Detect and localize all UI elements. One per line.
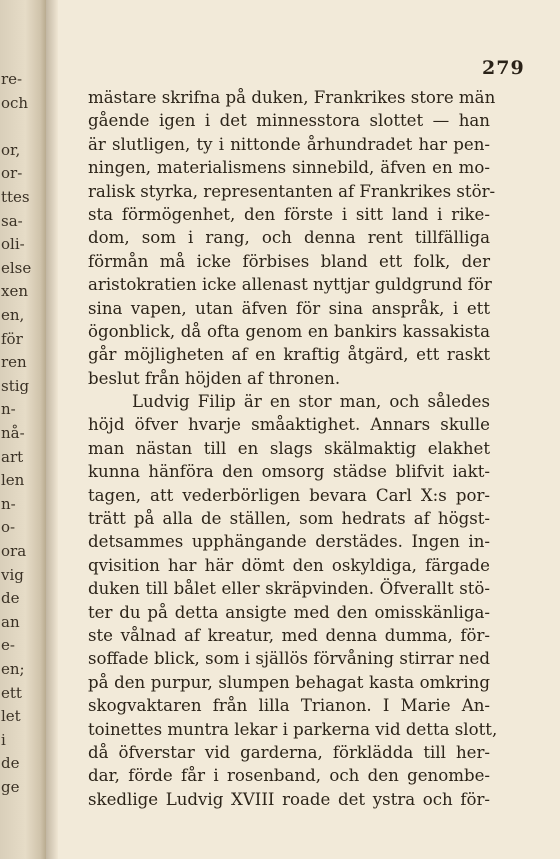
text-line: sta förmögenhet, den förste i sitt land i rike- (88, 204, 490, 224)
previous-page-fragment: och (1, 93, 29, 112)
previous-page-fragment: len (1, 471, 25, 490)
text-line: dar, förde får i rosenband, och den genombe- (88, 766, 490, 786)
previous-page-fragment: de (1, 589, 20, 608)
page-number: 279 (482, 57, 525, 79)
text-line: ste vålnad af kreatur, med denna dumma, för- (88, 625, 490, 645)
text-line: är slutligen, ty i nittonde århundradet har pen- (88, 134, 490, 154)
previous-page-fragment: o- (1, 518, 16, 537)
text-line: dom, som i rang, och denna rent tillfälliga (88, 228, 490, 248)
previous-page-fragment: re- (1, 70, 23, 88)
body-text (88, 86, 498, 811)
previous-page-fragment: or- (1, 164, 23, 183)
previous-page-fragment: sa- (1, 211, 23, 230)
previous-page-fragment (1, 115, 45, 137)
text-line: skedlige Ludvig XVIII roade det ystra och för- (88, 789, 490, 809)
previous-page-fragment: nå- (1, 424, 25, 442)
text-line: ter du på detta ansigte med den omisskänliga- (88, 602, 490, 622)
text-line: trätt på alla de ställen, som hedrats af högst- (88, 509, 490, 529)
text-line: på den purpur, slumpen behagat kasta omkring (88, 672, 490, 692)
previous-page-fragment: an (1, 612, 20, 631)
text-line: kunna hänföra den omsorg städse blifvit iakt- (88, 462, 490, 482)
text-line: qvisition har här dömt den oskyldiga, färgade (88, 555, 490, 575)
previous-page-fragment: n- (1, 400, 16, 419)
previous-page-fragment: en; (1, 660, 25, 678)
text-line: aristokratien icke allenast nyttjar guldgrund för (88, 275, 492, 295)
text-line: ningen, materialismens sinnebild, äfven en mo- (88, 158, 490, 178)
text-line: toinettes muntra lekar i parkerna vid detta slott, (88, 719, 498, 739)
previous-page-fragment: xen (1, 282, 28, 301)
previous-page-fragment: else (1, 258, 32, 277)
text-line: beslut från höjden af thronen. (88, 368, 341, 388)
text-line: duken till bålet eller skräpvinden. Öfverallt stö- (88, 579, 490, 599)
text-line: ögonblick, då ofta genom en bankirs kassakista (88, 321, 490, 341)
previous-page-fragment: e- (1, 636, 15, 655)
previous-page-fragment: för (1, 329, 23, 348)
previous-page-fragment: i (1, 730, 6, 749)
previous-page-fragment: vig (1, 565, 24, 584)
text-line: mästare skrifna på duken, Frankrikes store män (88, 88, 496, 107)
previous-page-edge (0, 0, 46, 859)
previous-page-fragment: ren (1, 353, 27, 372)
previous-page-fragment: en, (1, 306, 25, 324)
previous-page-fragment: oli- (1, 235, 25, 254)
previous-page-fragment: or, (1, 140, 21, 159)
text-line: sina vapen, utan äfven för sina anspråk, i ett (88, 298, 490, 318)
text-line: soffade blick, som i själlös förvåning stirrar ned (88, 649, 490, 669)
previous-page-fragment: let (1, 707, 21, 726)
text-line: tagen, att vederbörligen bevara Carl X:s por- (88, 485, 490, 505)
text-line: ralisk styrka, representanten af Frankrikes stör- (88, 181, 496, 201)
text-line: går möjligheten af en kraftig åtgärd, ett raskt (88, 345, 490, 365)
text-line: skogvaktaren från lilla Trianon. I Marie An- (88, 696, 490, 716)
book-page (58, 0, 560, 859)
previous-page-fragment: de (1, 754, 20, 773)
text-line: förmån må icke förbises bland ett folk, der (88, 251, 490, 271)
previous-page-fragment: art (1, 447, 24, 466)
previous-page-fragment: ett (1, 683, 22, 702)
previous-page-fragment: n- (1, 494, 16, 513)
text-line: Ludvig Filip är en stor man, och således (132, 392, 490, 412)
previous-page-fragment: ttes (1, 188, 30, 206)
text-line: gående igen i det minnesstora slottet — han (88, 111, 490, 131)
previous-page-fragment: ge (1, 778, 20, 796)
text-line: man nästan till en slags skälmaktig elakhet (88, 438, 490, 458)
text-line: höjd öfver hvarje småaktighet. Annars skulle (88, 415, 490, 435)
previous-page-fragment: ora (1, 542, 27, 560)
book-gutter (46, 0, 58, 859)
previous-page-fragment: stig (1, 376, 30, 395)
text-line: detsammes upphängande derstädes. Ingen in- (88, 532, 490, 552)
text-line: då öfverstar vid garderna, förklädda till her- (88, 742, 490, 762)
